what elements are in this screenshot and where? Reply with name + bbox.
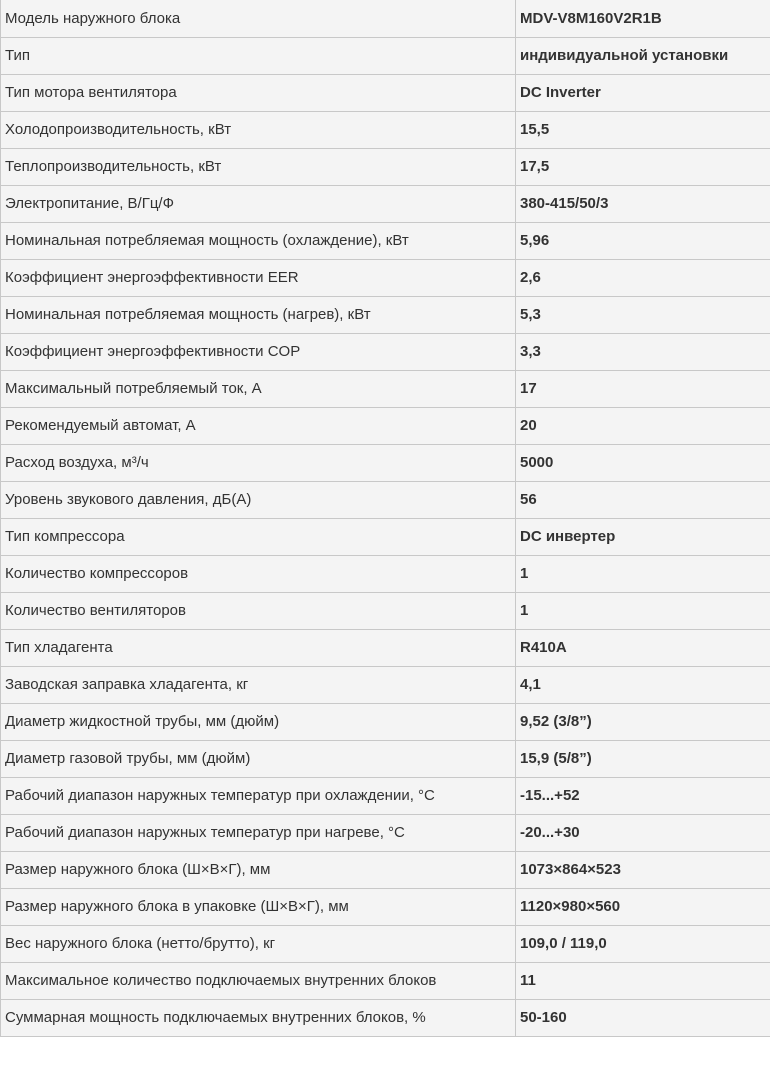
spec-value: -15...+52 (516, 777, 770, 814)
spec-value: 50-160 (516, 999, 770, 1036)
spec-parameter: Коэффициент энергоэффективности COP (1, 333, 516, 370)
table-row (1, 407, 770, 444)
spec-value: 2,6 (516, 259, 770, 296)
table-row (1, 888, 770, 925)
table-row (1, 518, 770, 555)
table-row (1, 259, 770, 296)
spec-parameter: Диаметр жидкостной трубы, мм (дюйм) (1, 703, 516, 740)
table-row (1, 481, 770, 518)
spec-value: DC инвертер (516, 518, 770, 555)
spec-value: 56 (516, 481, 770, 518)
spec-parameter: Электропитание, В/Гц/Ф (1, 185, 516, 222)
spec-value: 5000 (516, 444, 770, 481)
table-row (1, 703, 770, 740)
table-row (1, 740, 770, 777)
spec-value: 9,52 (3/8”) (516, 703, 770, 740)
spec-value: 11 (516, 962, 770, 999)
table-row (1, 777, 770, 814)
spec-value: 380-415/50/3 (516, 185, 770, 222)
spec-value: 1 (516, 592, 770, 629)
spec-value: 4,1 (516, 666, 770, 703)
table-row (1, 148, 770, 185)
spec-value: -20...+30 (516, 814, 770, 851)
spec-parameter: Тип мотора вентилятора (1, 74, 516, 111)
table-row (1, 37, 770, 74)
spec-parameter: Уровень звукового давления, дБ(А) (1, 481, 516, 518)
table-row (1, 444, 770, 481)
table-row (1, 925, 770, 962)
spec-value: 15,5 (516, 111, 770, 148)
spec-value: 20 (516, 407, 770, 444)
spec-value: 5,3 (516, 296, 770, 333)
table-row (1, 851, 770, 888)
table-row (1, 555, 770, 592)
table-row (1, 666, 770, 703)
spec-parameter: Теплопроизводительность, кВт (1, 148, 516, 185)
table-row (1, 814, 770, 851)
spec-value: 1073×864×523 (516, 851, 770, 888)
table-row (1, 629, 770, 666)
table-row (1, 0, 770, 37)
spec-parameter: Коэффициент энергоэффективности EER (1, 259, 516, 296)
spec-parameter: Количество компрессоров (1, 555, 516, 592)
table-row (1, 962, 770, 999)
spec-value: 17,5 (516, 148, 770, 185)
spec-parameter: Холодопроизводительность, кВт (1, 111, 516, 148)
spec-parameter: Рабочий диапазон наружных температур при охлаждении, °С (1, 777, 516, 814)
spec-value: индивидуальной установки (516, 37, 770, 74)
spec-value: MDV-V8M160V2R1B (516, 0, 770, 37)
spec-value: 17 (516, 370, 770, 407)
spec-parameter: Тип (1, 37, 516, 74)
spec-parameter: Тип компрессора (1, 518, 516, 555)
table-row (1, 296, 770, 333)
spec-parameter: Максимальный потребляемый ток, А (1, 370, 516, 407)
spec-parameter: Диаметр газовой трубы, мм (дюйм) (1, 740, 516, 777)
table-row (1, 592, 770, 629)
spec-parameter: Модель наружного блока (1, 0, 516, 37)
spec-parameter: Номинальная потребляемая мощность (нагрев), кВт (1, 296, 516, 333)
spec-value: R410A (516, 629, 770, 666)
table-row (1, 333, 770, 370)
spec-parameter: Заводская заправка хладагента, кг (1, 666, 516, 703)
spec-parameter: Вес наружного блока (нетто/брутто), кг (1, 925, 516, 962)
table-row (1, 111, 770, 148)
spec-value: 1120×980×560 (516, 888, 770, 925)
spec-parameter: Суммарная мощность подключаемых внутренних блоков, % (1, 999, 516, 1036)
spec-value: DC Inverter (516, 74, 770, 111)
spec-parameter: Максимальное количество подключаемых внутренних блоков (1, 962, 516, 999)
table-row (1, 74, 770, 111)
spec-value: 109,0 / 119,0 (516, 925, 770, 962)
spec-parameter: Размер наружного блока (Ш×В×Г), мм (1, 851, 516, 888)
spec-parameter: Тип хладагента (1, 629, 516, 666)
table-row (1, 370, 770, 407)
spec-parameter: Рекомендуемый автомат, А (1, 407, 516, 444)
spec-value: 3,3 (516, 333, 770, 370)
spec-parameter: Номинальная потребляемая мощность (охлаждение), кВт (1, 222, 516, 259)
spec-parameter: Рабочий диапазон наружных температур при нагреве, °С (1, 814, 516, 851)
spec-parameter: Размер наружного блока в упаковке (Ш×В×Г), мм (1, 888, 516, 925)
specs-table-body (1, 0, 770, 1036)
spec-value: 5,96 (516, 222, 770, 259)
spec-parameter: Количество вентиляторов (1, 592, 516, 629)
table-row (1, 185, 770, 222)
table-row (1, 222, 770, 259)
spec-value: 1 (516, 555, 770, 592)
table-row (1, 999, 770, 1036)
spec-value: 15,9 (5/8”) (516, 740, 770, 777)
spec-parameter: Расход воздуха, м³/ч (1, 444, 516, 481)
